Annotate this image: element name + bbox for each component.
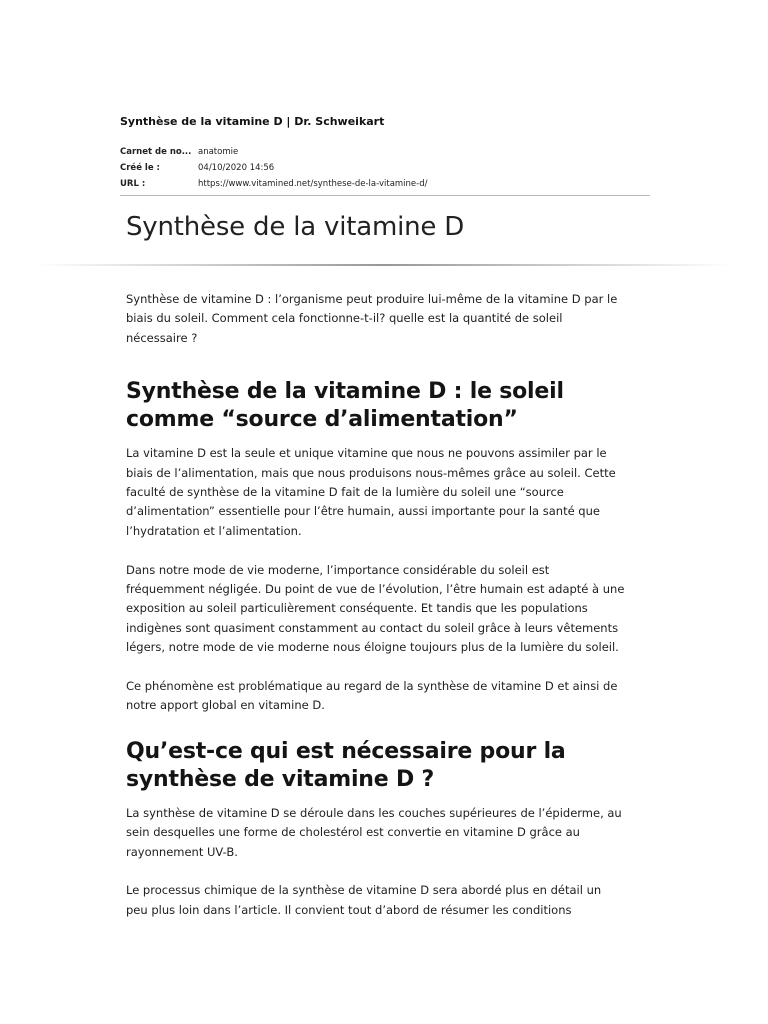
meta-key: URL : <box>120 179 146 189</box>
section-paragraph: Ce phénomène est problématique au regard de la synthèse de vitamine D et ainsi de notre apport global en vitamine D. <box>126 679 618 713</box>
meta-value: anatomie <box>198 147 239 157</box>
meta-row-created <box>120 160 650 176</box>
section-paragraph: La vitamine D est la seule et unique vitamine que nous ne pouvons assimiler par le biais de l’alimentation, mais que nous produisons nous-mêmes grâce au soleil. Cette faculté de synthèse de la vitamine D fait de la lumière du soleil une “source d’alimentation” essentielle pour l’être humain, aussi importante pour la santé que l’hydratation et l’alimentation. <box>126 446 616 538</box>
section-heading: Qu’est-ce qui est nécessaire pour la synthèse de vitamine D ? <box>126 738 566 792</box>
title-divider <box>36 264 732 266</box>
section-paragraph: Le processus chimique de la synthèse de vitamine D sera abordé plus en détail un peu plus loin dans l’article. Il convient tout d’abord de résumer les conditions <box>126 883 602 917</box>
section-paragraph: Dans notre mode de vie moderne, l’importance considérable du soleil est fréquemment négligée. Du point de vue de l’évolution, l’être humain est adapté à une exposition au soleil particulièrement conséquente. Et tandis que les populations indigènes sont quasiment constamment au contact du soleil grâce à leurs vêtements légers, notre mode de vie moderne nous éloigne toujours plus de la lumière du soleil. <box>126 562 625 655</box>
section-paragraph: La synthèse de vitamine D se déroule dans les couches supérieures de l’épiderme, au sein desquelles une forme de cholestérol est convertie en vitamine D grâce au rayonnement UV-B. <box>126 805 622 859</box>
article-title: Synthèse de la vitamine D <box>126 212 465 242</box>
note-title: Synthèse de la vitamine D | Dr. Schweikart <box>120 115 385 128</box>
meta-divider <box>120 195 650 196</box>
meta-row-url <box>120 176 650 192</box>
source-url-link[interactable]: https://www.vitamined.net/synthese-de-la-vitamine-d/ <box>198 179 428 189</box>
meta-value: 04/10/2020 14:56 <box>198 163 275 173</box>
article-intro: Synthèse de vitamine D : l’organisme peut produire lui-même de la vitamine D par le biais du soleil. Comment cela fonctionne-t-il? quelle est la quantité de soleil nécessaire ? <box>126 292 618 345</box>
meta-key: Carnet de no... <box>120 147 192 157</box>
meta-row-notebook <box>120 144 650 160</box>
meta-key: Créé le : <box>120 163 160 173</box>
article-body <box>126 290 626 920</box>
note-header <box>120 114 650 196</box>
section-heading: Synthèse de la vitamine D : le soleil comme “source d’alimentation” <box>126 379 564 433</box>
section-spacer <box>126 716 626 738</box>
